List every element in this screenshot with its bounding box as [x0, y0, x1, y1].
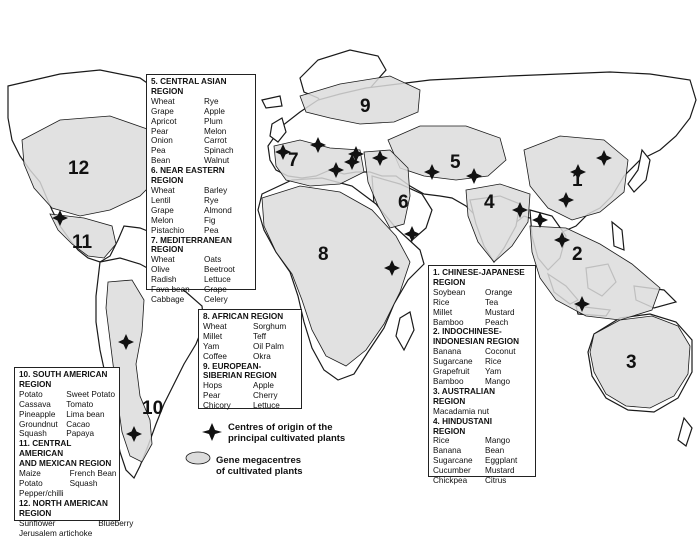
crop-item: Mustard [485, 466, 531, 476]
crop-item [98, 529, 133, 538]
crop-item: Mustard [485, 308, 531, 318]
crop-list [433, 288, 531, 328]
crop-item: Maize [19, 469, 64, 479]
box-title: AND MEXICAN REGION [19, 459, 115, 469]
crop-item: Lettuce [204, 275, 251, 285]
madagascar [396, 312, 414, 350]
box-title: 4. HINDUSTANI [433, 417, 531, 427]
crop-item: Fig [204, 216, 251, 226]
box-title: 12. NORTH AMERICAN [19, 499, 115, 509]
box-title: REGION [19, 380, 115, 390]
crop-item: Pineapple [19, 410, 60, 420]
crop-item: Potato [19, 390, 60, 400]
crop-item: Banana [433, 347, 479, 357]
crop-list [433, 347, 531, 387]
box-title: 1. CHINESE-JAPANESE [433, 268, 531, 278]
crop-item: Apple [204, 107, 251, 117]
crop-item: Wheat [151, 255, 198, 265]
crop-item: Grape [151, 107, 198, 117]
crop-item [70, 489, 117, 499]
crop-list [203, 381, 297, 411]
crop-item: Pistachio [151, 226, 198, 236]
crop-item: Carrot [204, 136, 251, 146]
crop-item: Tea [485, 298, 531, 308]
crop-item: Soybean [433, 288, 479, 298]
crop-list [19, 390, 115, 440]
crop-list [19, 469, 115, 499]
crop-item: Pepper/chilli [19, 489, 64, 499]
crop-item: Celery [204, 295, 251, 305]
crop-item: Pear [151, 127, 198, 137]
region-label-12: 12 [68, 158, 89, 180]
region-4-hindustani [466, 184, 530, 262]
crop-item: Rice [433, 298, 479, 308]
crop-item: Wheat [151, 97, 198, 107]
crop-list [203, 322, 297, 362]
crop-item: Bean [485, 446, 531, 456]
crop-item: Cacao [66, 420, 115, 430]
crop-item: Rice [485, 357, 531, 367]
crop-item: Squash [19, 429, 60, 439]
box-title: 8. AFRICAN REGION [203, 312, 297, 322]
box-title: REGION [151, 245, 251, 255]
crop-item: French Bean [70, 469, 117, 479]
crop-item: Sugarcane [433, 357, 479, 367]
box-title: SIBERIAN REGION [203, 371, 297, 381]
crop-item: Okra [253, 352, 297, 362]
region-label-3: 3 [626, 352, 637, 374]
box-title: REGION [151, 176, 251, 186]
region-label-8: 8 [318, 244, 329, 266]
crop-item: Olive [151, 265, 198, 275]
crop-item: Wheat [151, 186, 198, 196]
crop-item: Banana [433, 446, 479, 456]
crop-item: Grape [151, 206, 198, 216]
crop-item: Rice [433, 436, 479, 446]
crop-item: Oil Palm [253, 342, 297, 352]
crop-item: Lentil [151, 196, 198, 206]
crop-item: Onion [151, 136, 198, 146]
crop-item: Sweet Potato [66, 390, 115, 400]
crop-item: Radish [151, 275, 198, 285]
crop-item: Oats [204, 255, 251, 265]
legend-megacentres [216, 455, 303, 477]
region-label-6: 6 [398, 192, 409, 214]
crop-list [151, 255, 251, 305]
philippines [612, 222, 624, 250]
legend-centres-line: principal cultivated plants [228, 433, 345, 444]
crop-item: Chicory [203, 401, 247, 411]
crop-item: Squash [70, 479, 117, 489]
crop-item: Grapefruit [433, 367, 479, 377]
crop-item: Coconut [485, 347, 531, 357]
crop-item: Eggplant [485, 456, 531, 466]
region-label-7: 7 [288, 150, 299, 172]
crop-item: Blueberry [98, 519, 133, 529]
crop-item: Orange [485, 288, 531, 298]
crop-item: Sorghum [253, 322, 297, 332]
box-title: 2. INDOCHINESE- [433, 327, 531, 337]
crop-item: Citrus [485, 476, 531, 486]
crop-item: Plum [204, 117, 251, 127]
box-title: REGION [433, 427, 531, 437]
crop-list [433, 436, 531, 486]
box-title: REGION [433, 278, 531, 288]
legend-box-south-american [14, 367, 120, 521]
legend-star-symbol [202, 423, 222, 441]
crop-item: Pea [204, 226, 251, 236]
legend-region-swatch [186, 452, 210, 464]
crop-list [151, 186, 251, 236]
box-title: INDONESIAN REGION [433, 337, 531, 347]
crop-list [151, 97, 251, 166]
crop-item: Tomato [66, 400, 115, 410]
region-label-1: 1 [572, 170, 583, 192]
legend-box-central-asian [146, 74, 256, 290]
region-label-10: 10 [142, 398, 163, 420]
crop-item: Rye [204, 196, 251, 206]
crop-item: Apple [253, 381, 297, 391]
region-label-4: 4 [484, 192, 495, 214]
region-label-9: 9 [360, 96, 371, 118]
box-title: 9. EUROPEAN- [203, 362, 297, 372]
region-2-indochinese [530, 226, 660, 320]
crop-item: Yam [485, 367, 531, 377]
crop-item: Spinach [204, 146, 251, 156]
crop-item: Cherry [253, 391, 297, 401]
box-title: 7. MEDITERRANEAN [151, 236, 251, 246]
box-title: 3. AUSTRALIAN [433, 387, 531, 397]
crop-item: Melon [151, 216, 198, 226]
crop-item: Lettuce [253, 401, 297, 411]
region-label-5: 5 [450, 152, 461, 174]
crop-item: Sunflower [19, 519, 92, 529]
box-title: 11. CENTRAL AMERICAN [19, 439, 115, 459]
crop-item: Jerusalem artichoke [19, 529, 92, 538]
crop-item: Groundnut [19, 420, 60, 430]
crop-item: Beetroot [204, 265, 251, 275]
crop-item: Papaya [66, 429, 115, 439]
crop-item: Coffee [203, 352, 247, 362]
crop-item: Hops [203, 381, 247, 391]
legend-megacentres-line: Gene megacentres [216, 455, 303, 466]
crop-item: Macadamia nut [433, 407, 531, 417]
crop-item: Bamboo [433, 377, 479, 387]
crop-item: Apricot [151, 117, 198, 127]
iceland [262, 96, 282, 108]
crop-item: Mango [485, 436, 531, 446]
crop-item: Rye [204, 97, 251, 107]
box-title: REGION [433, 397, 531, 407]
region-label-11: 11 [72, 232, 92, 254]
crop-item: Sugarcane [433, 456, 479, 466]
crop-item: Teff [253, 332, 297, 342]
crop-item: Walnut [204, 156, 251, 166]
crop-item: Potato [19, 479, 64, 489]
crop-item: Bamboo [433, 318, 479, 328]
crop-item: Grape [204, 285, 251, 295]
box-title: 6. NEAR EASTERN [151, 166, 251, 176]
crop-item: Fava bean [151, 285, 198, 295]
legend-centres-line: Centres of origin of the [228, 422, 345, 433]
box-title: REGION [19, 509, 115, 519]
crop-item: Barley [204, 186, 251, 196]
crop-item: Melon [204, 127, 251, 137]
new-zealand [678, 418, 692, 446]
legend-box-chinese [428, 265, 536, 477]
crop-item: Peach [485, 318, 531, 328]
box-title: 10. SOUTH AMERICAN [19, 370, 115, 380]
crop-item: Bean [151, 156, 198, 166]
legend-centres [228, 422, 345, 444]
crop-list [19, 519, 115, 538]
crop-item: Wheat [203, 322, 247, 332]
crop-item: Cassava [19, 400, 60, 410]
box-title: 5. CENTRAL ASIAN [151, 77, 251, 87]
crop-item: Millet [433, 308, 479, 318]
crop-item: Chickpea [433, 476, 479, 486]
box-title: REGION [151, 87, 251, 97]
region-label-2: 2 [572, 244, 583, 266]
legend-megacentres-line: of cultivated plants [216, 466, 303, 477]
crop-item: Mango [485, 377, 531, 387]
crop-item: Millet [203, 332, 247, 342]
crop-item: Lima bean [66, 410, 115, 420]
legend-box-african [198, 309, 302, 409]
crop-item: Pea [151, 146, 198, 156]
crop-item: Yam [203, 342, 247, 352]
crop-item: Pear [203, 391, 247, 401]
crop-item: Cabbage [151, 295, 198, 305]
crop-item: Almond [204, 206, 251, 216]
crop-item: Cucumber [433, 466, 479, 476]
